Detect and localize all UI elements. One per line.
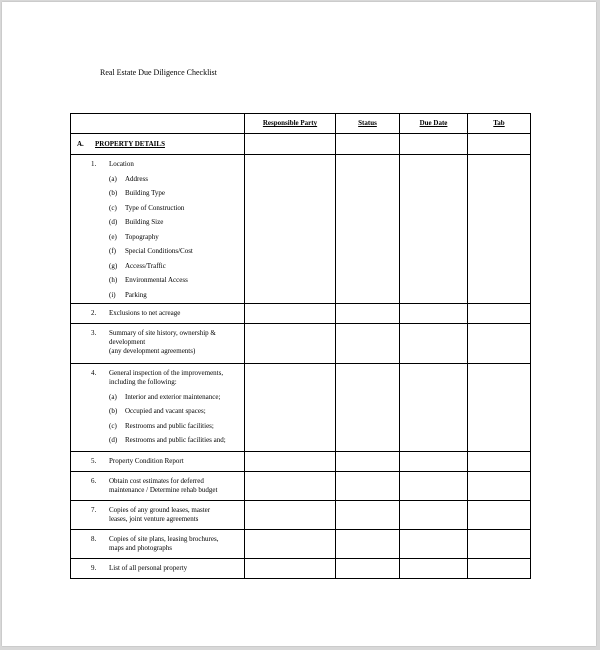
item-text: Property Condition Report (109, 457, 184, 466)
header-tab: Tab (468, 114, 531, 134)
item-text: Summary of site history, ownership & development (any development agreements) (109, 329, 216, 355)
sub-item: (b) Building Type (109, 189, 166, 198)
item-text: General inspection of the improvements, including the following: (109, 369, 224, 386)
header-item-cell (71, 114, 245, 134)
document-page (2, 2, 596, 646)
header-due-date: Due Date (400, 114, 468, 134)
header-status: Status (336, 114, 400, 134)
sub-item: (e) Topography (109, 232, 159, 241)
sub-item: (a) Address (109, 174, 148, 183)
sub-item: (b) Occupied and vacant spaces; (109, 407, 206, 416)
item-cell (71, 559, 245, 579)
sub-item: (g) Access/Traffic (109, 261, 166, 270)
item-number: 4. (91, 369, 97, 378)
table-row (71, 501, 531, 530)
section-cell (71, 134, 245, 155)
item-cell (71, 452, 245, 472)
section-letter: A. (77, 139, 84, 148)
item-text: Obtain cost estimates for deferred maintenance / Determine rehab budget (109, 477, 218, 494)
table-row (71, 324, 531, 364)
table-row (71, 472, 531, 501)
item-cell (71, 364, 245, 452)
sub-item: (a) Interior and exterior maintenance; (109, 392, 221, 401)
header-row (71, 114, 531, 134)
item-text: Location (109, 160, 134, 168)
item-cell (71, 472, 245, 501)
section-row (71, 134, 531, 155)
item-cell (71, 501, 245, 530)
sub-item: (c) Type of Construction (109, 203, 185, 212)
table-row (71, 304, 531, 324)
item-number: 1. (91, 160, 97, 168)
table-row (71, 155, 531, 304)
section-title: PROPERTY DETAILS (95, 139, 165, 148)
item-number: 2. (91, 309, 97, 318)
item-cell (71, 304, 245, 324)
sub-item: (d) Restrooms and public facilities and; (109, 436, 226, 445)
item-cell (71, 530, 245, 559)
table-row (71, 559, 531, 579)
item-number: 5. (91, 457, 97, 466)
sub-item: (d) Building Size (109, 218, 164, 227)
sub-item: (c) Restrooms and public facilities; (109, 421, 214, 430)
sub-item: (f) Special Conditions/Cost (109, 247, 193, 256)
item-number: 7. (91, 506, 97, 515)
header-responsible-party: Responsible Party (245, 114, 336, 134)
item-cell (71, 324, 245, 364)
item-text: Copies of any ground leases, master leases, joint venture agreements (109, 506, 211, 523)
sub-item: (h) Environmental Access (109, 276, 188, 285)
table-row (71, 452, 531, 472)
item-number: 8. (91, 535, 97, 544)
item-text: List of all personal property (109, 564, 188, 573)
item-number: 3. (91, 329, 97, 338)
table-row (71, 530, 531, 559)
item-cell (71, 155, 245, 304)
item-number: 6. (91, 477, 97, 486)
document-title: Real Estate Due Diligence Checklist (100, 68, 217, 77)
table-row (71, 364, 531, 452)
sub-item: (i) Parking (109, 290, 147, 299)
item-text: Exclusions to net acreage (109, 309, 181, 318)
checklist-table (70, 113, 531, 579)
item-text: Copies of site plans, leasing brochures, maps and photographs (109, 535, 219, 552)
item-number: 9. (91, 564, 97, 573)
